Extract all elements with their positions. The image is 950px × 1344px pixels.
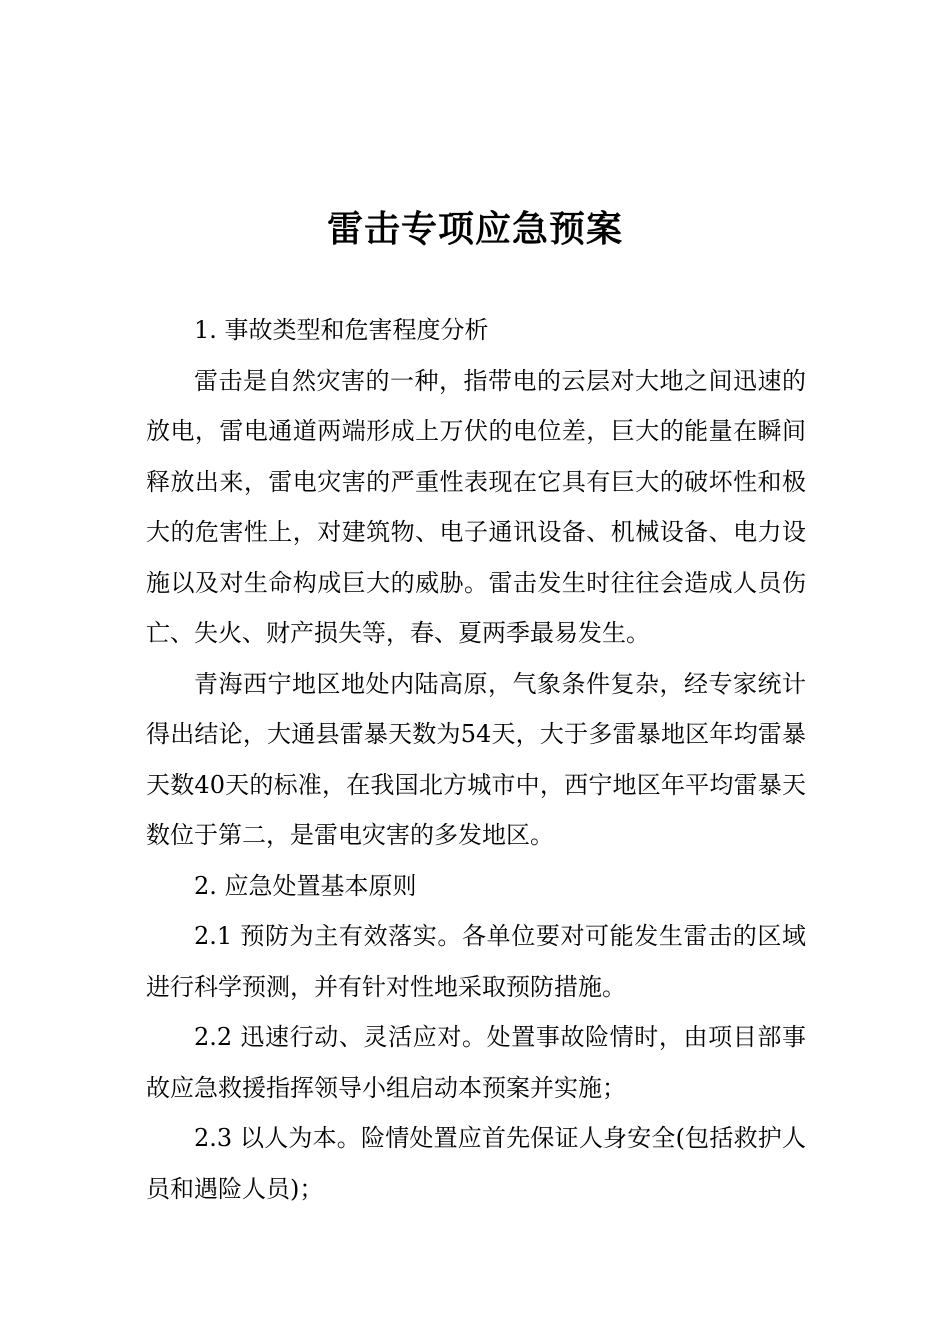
document-body (146, 305, 806, 1214)
paragraph-principle-2-2: 2.2 迅速行动、灵活应对。处置事故险情时，由项目部事故应急救援指挥领导小组启动本预案并实施； (146, 1023, 806, 1102)
section-heading-2: 2. 应急处置基本原则 (194, 871, 417, 900)
paragraph-principle-2-1: 2.1 预防为主有效落实。各单位要对可能发生雷击的区域进行科学预测，并有针对性地采取预防措施。 (146, 922, 806, 1001)
section-heading-1: 1. 事故类型和危害程度分析 (194, 316, 489, 344)
paragraph-principle-2-3: 2.3 以人为本。险情处置应首先保证人身安全(包括救护人员和遇险人员)； (146, 1124, 806, 1203)
document-title: 雷击专项应急预案 (326, 208, 623, 250)
paragraph-xining-region: 青海西宁地区地处内陆高原，气象条件复杂，经专家统计得出结论，大通县雷暴天数为54天，大于多雷暴地区年均雷暴天数40天的标准，在我国北方城市中，西宁地区年平均雷暴天数位于第二，是雷电灾害的多发地区。 (146, 669, 806, 849)
paragraph-lightning-overview: 雷击是自然灾害的一种，指带电的云层对大地之间迅速的放电，雷电通道两端形成上万伏的电位差，巨大的能量在瞬间释放出来，雷电灾害的严重性表现在它具有巨大的破坏性和极大的危害性上，对建筑物、电子通讯设备、机械设备、电力设施以及对生命构成巨大的威胁。雷击发生时往往会造成人员伤亡、失火、财产损失等，春、夏两季最易发生。 (146, 366, 806, 647)
